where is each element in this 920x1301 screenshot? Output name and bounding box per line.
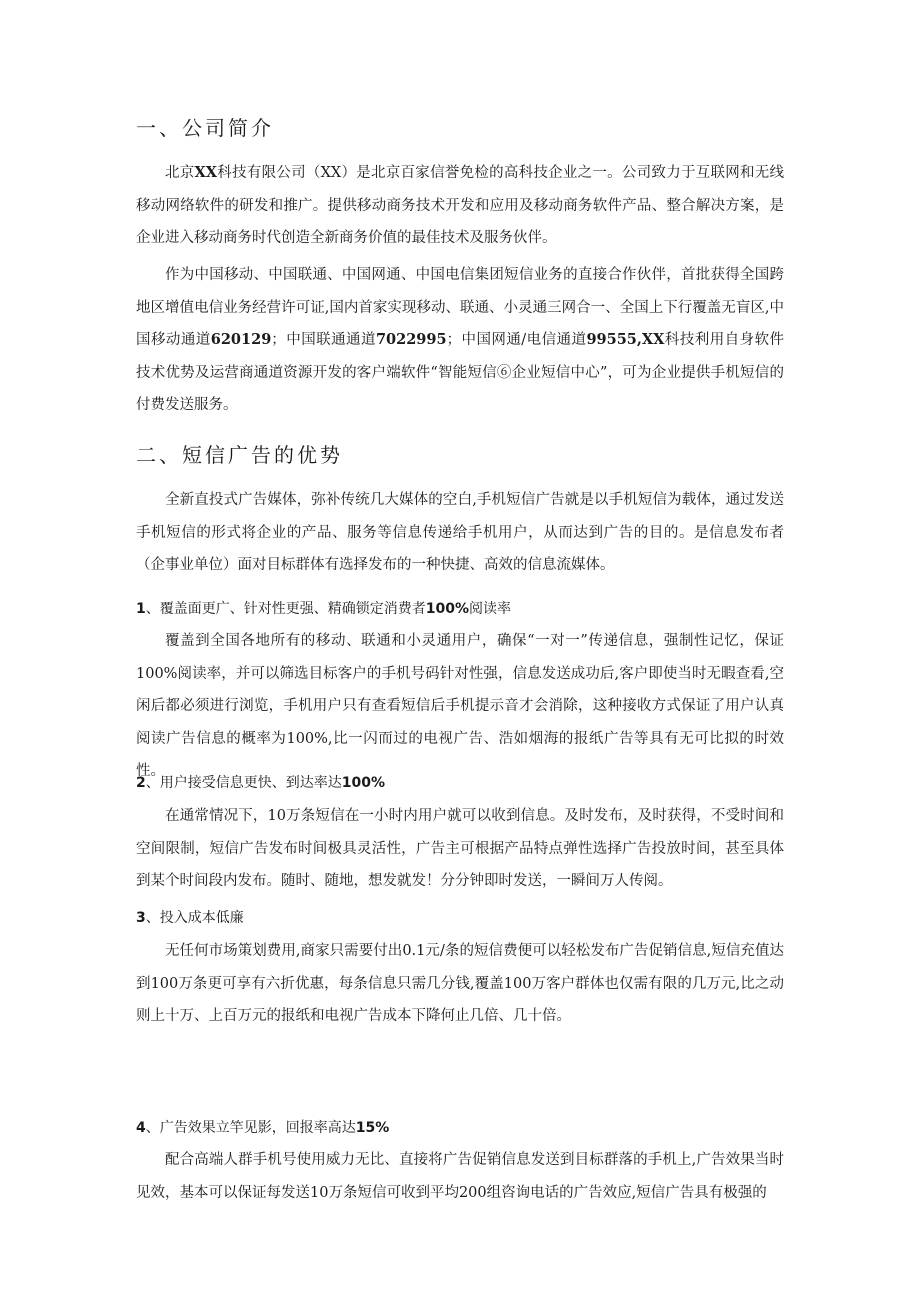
bold-run: 100%: [341, 775, 386, 791]
item-3-body: 无任何市场策划费用,商家只需要付出0.1元/条的短信费便可以轻松发布广告促销信息,短信充值达到100万条更可享有六折优惠，每条信息只需几分钱,覆盖100万客户群体也仅需有限的几万元,比之动则上十万、上百万元的报纸和电视广告成本下降何止几倍、几十倍。: [136, 943, 784, 1025]
text-run: 作为中国移动、中国联通、中国网通、中国电信集团短信业务的直接合作伙伴，首批获得全国跨地区增值电信业务经营许可证,国内首家实现移动、联通、小灵通三网合一、全国上下行覆盖无盲区,中国移动通道: [136, 267, 784, 349]
item-number: 3: [136, 910, 146, 926]
bold-run: 7022995: [375, 331, 447, 349]
item-2-body: 在通常情况下，10万条短信在一小时内用户就可以收到信息。及时发布，及时获得，不受时间和空间限制，短信广告发布时间极具灵活性，广告主可根据产品特点弹性选择广告投放时间，甚至具体到某个时间段内发布。随时、随地，想发就发！分分钟即时发送，一瞬间万人传阅。: [136, 808, 784, 890]
item-2-heading: [136, 772, 385, 792]
item-3-heading: [136, 907, 244, 927]
text-run: 科技利用自身软件技术优势及运营商通道资源开发的客户端软件“智能短信⑥企业短信中心”，可为企业提供手机短信的付费发送服务。: [136, 332, 785, 414]
text-run: 北京: [165, 165, 195, 181]
text-run: 、用户接受信息更快、到达率达: [145, 775, 342, 791]
section-1-paragraph-2: [136, 259, 784, 422]
text-run: ；中国联通通道: [271, 332, 376, 349]
item-number: 4: [136, 1120, 146, 1136]
text-run: 、覆盖面更广、针对性更强、精确锁定消费者: [145, 601, 426, 617]
bold-run: 620129: [210, 331, 272, 349]
text-run: 科技有限公司（XX）是北京百家信誉免检的高科技企业之一。公司致力于互联网和无线移动网络软件的研发和推广。提供移动商务技术开发和应用及移动商务软件产品、整合解决方案，是企业进入移动商务时代创造全新商务价值的最佳技术及服务伙伴。: [136, 165, 785, 247]
text-run: ；中国网通/电信通道: [446, 332, 587, 349]
section-1-paragraph-1: [136, 157, 784, 255]
bold-run: XX: [194, 164, 218, 181]
item-4-heading: [136, 1117, 389, 1137]
item-number: 1: [136, 601, 146, 617]
text-run: 、投入成本低廉: [145, 910, 244, 926]
item-4-body: 配合高端人群手机号使用威力无比、直接将广告促销信息发送到目标群落的手机上,广告效果当时见效，基本可以保证每发送10万条短信可收到平均200组咨询电话的广告效应,短信广告具有极强的: [136, 1152, 784, 1201]
text-run: 阅读率: [469, 601, 512, 617]
bold-run: 99555,XX: [586, 331, 665, 349]
item-1-heading: [136, 598, 511, 618]
bold-run: 100%: [425, 601, 470, 617]
item-1-body: 覆盖到全国各地所有的移动、联通和小灵通用户，确保“一对一”传递信息，强制性记忆，保证100%阅读率，并可以筛选目标客户的手机号码针对性强，信息发送成功后,客户即使当时无暇查看,空闲后都必须进行浏览，手机用户只有查看短信后手机提示音才会消除，这种接收方式保证了用户认真阅读广告信息的概率为100%,比一闪而过的电视广告、浩如烟海的报纸广告等具有无可比拟的时效性。: [136, 633, 784, 780]
section-1-heading: 一、公司简介: [136, 116, 274, 140]
text-run: 、广告效果立竿见影，回报率高达: [145, 1120, 356, 1136]
bold-run: 15%: [355, 1120, 390, 1136]
section-2-heading: 二、短信广告的优势: [136, 443, 343, 467]
item-number: 2: [136, 775, 146, 791]
section-2-intro: 全新直投式广告媒体，弥补传统几大媒体的空白,手机短信广告就是以手机短信为载体，通过发送手机短信的形式将企业的产品、服务等信息传递给手机用户，从而达到广告的目的。是信息发布者（企事业单位）面对目标群体有选择发布的一种快捷、高效的信息流媒体。: [136, 492, 784, 574]
